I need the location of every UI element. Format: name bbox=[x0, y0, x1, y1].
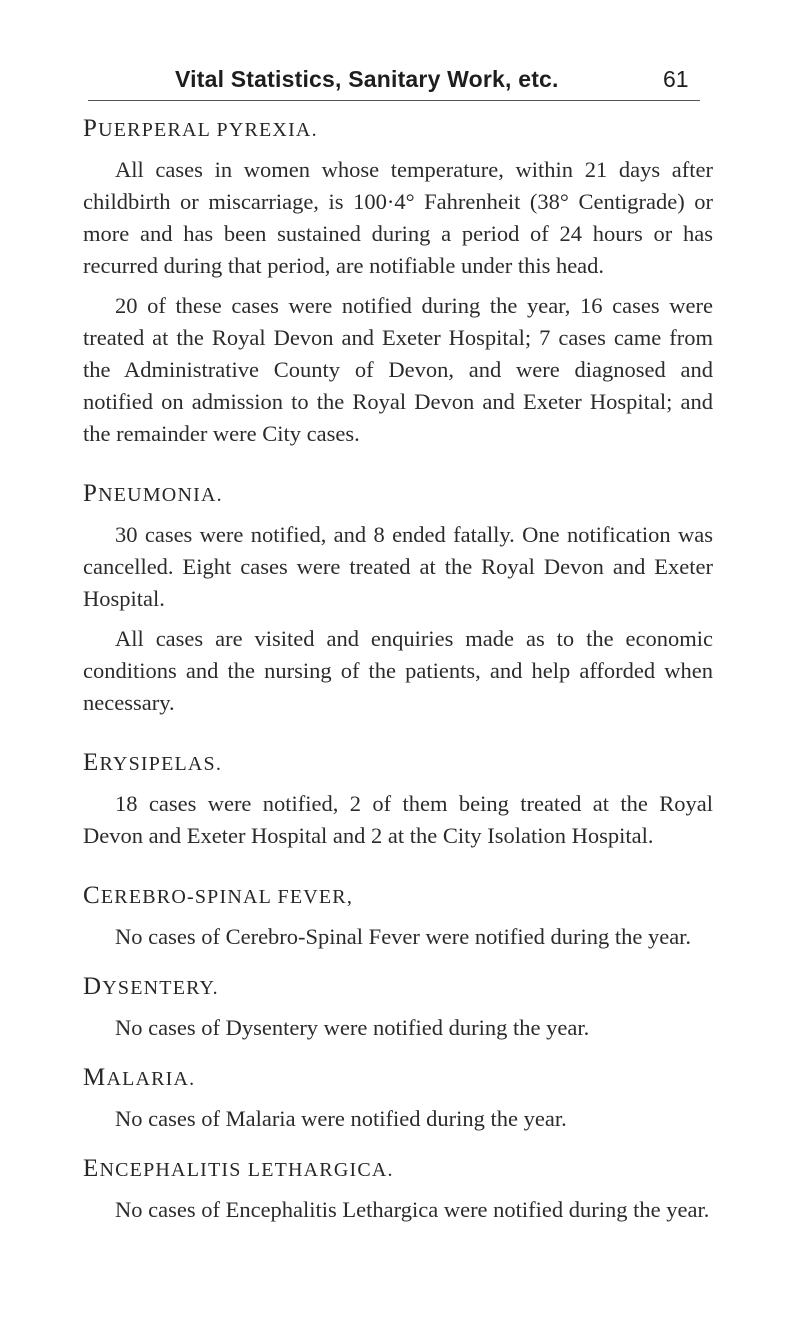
paragraph: No cases of Malaria were notified during the year. bbox=[115, 1106, 567, 1131]
section-pneumonia bbox=[83, 478, 713, 719]
page-body bbox=[83, 113, 713, 1226]
section-heading: CEREBRO-SPINAL FEVER, bbox=[83, 882, 354, 909]
paragraph: No cases of Cerebro-Spinal Fever were notified during the year. bbox=[115, 924, 692, 949]
paragraph: 30 cases were notified, and 8 ended fatally. One notification was cancelled. Eight cases were treated at the Royal Devon and Exeter Hospital. bbox=[83, 522, 713, 611]
section-heading: ENCEPHALITIS LETHARGICA. bbox=[83, 1155, 394, 1182]
running-header: Vital Statistics, Sanitary Work, etc. bbox=[175, 66, 559, 92]
paragraph: No cases of Dysentery were notified during the year. bbox=[115, 1015, 590, 1040]
section-heading: DYSENTERY. bbox=[83, 973, 219, 1000]
section-heading: ERYSIPELAS. bbox=[83, 749, 223, 776]
page-number: 61 bbox=[663, 66, 689, 92]
section-cerebro-spinal-fever bbox=[83, 880, 713, 953]
paragraph: 18 cases were notified, 2 of them being treated at the Royal Devon and Exeter Hospital and 2 at the City Isolation Hospital. bbox=[83, 791, 713, 848]
section-puerperal-pyrexia bbox=[83, 113, 713, 450]
header-rule bbox=[88, 100, 700, 101]
section-dysentery bbox=[83, 971, 713, 1044]
paragraph: No cases of Encephalitis Lethargica were notified during the year. bbox=[115, 1197, 710, 1222]
section-heading: MALARIA. bbox=[83, 1064, 196, 1091]
paragraph: 20 of these cases were notified during the year, 16 cases were treated at the Royal Devon and Exeter Hospital; 7 cases came from the Administrative County of Devon, and were diagnosed and notified on admission to the Royal Devon and Exeter Hospital; and the remainder were City cases. bbox=[83, 293, 713, 446]
section-malaria bbox=[83, 1062, 713, 1135]
paragraph: All cases are visited and enquiries made as to the economic conditions and the nursing of the patients, and help afforded when necessary. bbox=[83, 626, 713, 715]
section-encephalitis-lethargica bbox=[83, 1153, 713, 1226]
paragraph: All cases in women whose temperature, within 21 days after childbirth or miscarriage, is 100·4° Fahrenheit (38° Centigrade) or more and has been sustained during a period of 24 hours or has recurred during that period, are notifiable under this head. bbox=[83, 157, 713, 278]
section-heading: PUERPERAL PYREXIA. bbox=[83, 115, 318, 142]
section-erysipelas bbox=[83, 747, 713, 852]
section-heading: PNEUMONIA. bbox=[83, 480, 223, 507]
